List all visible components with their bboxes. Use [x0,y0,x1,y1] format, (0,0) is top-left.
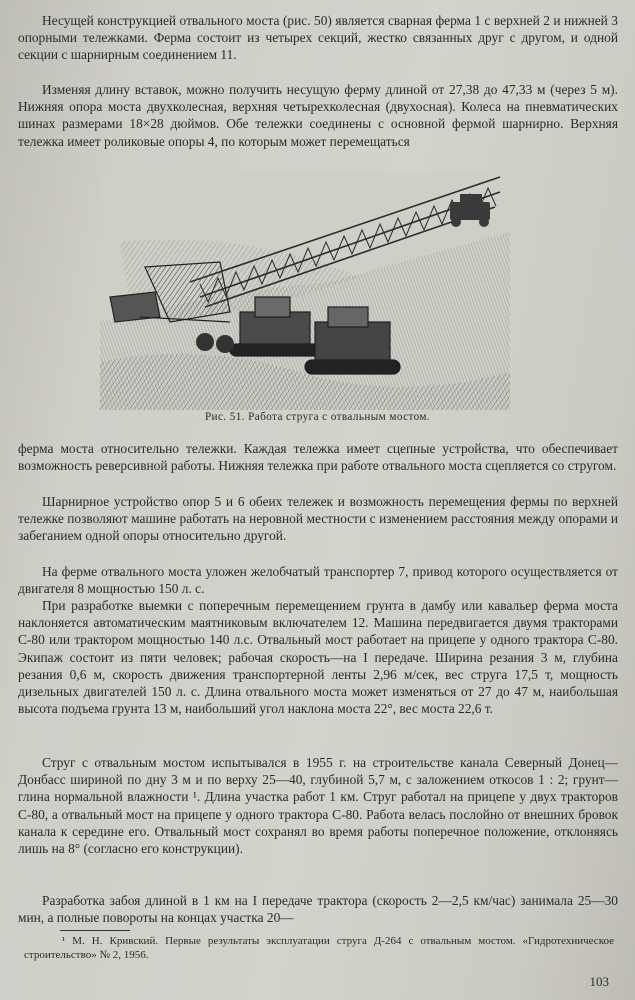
page-number: 103 [589,974,609,989]
figure-caption: Рис. 51. Работа струга с отвальным мостом. [204,411,431,423]
excavator-bridge-illustration [100,172,510,410]
figure-strug-bridge [100,172,510,410]
paragraph-3: ферма моста относительно тележки. Каждая тележка имеет сцепные устройства, что обеспечивает возможность реверсивной работы. Нижняя тележка при работе отвального моста сцепляется со стругом. [18,441,618,474]
paragraph-8: Разработка забоя длиной в 1 км на I передаче трактора (скорость 2—2,5 км/час) занимала 25—30 мин, а полные повороты на концах участка 20— [18,893,618,926]
paragraph-1: Несущей конструкцией отвального моста (рис. 50) является сварная ферма 1 с верхней 2 и нижней 3 опорными тележками. Ферма состоит из четырех секций, жестко связанных друг с другом, и одной секции с шарнирным соединением 11. [18,13,618,63]
paragraph-5: На ферме отвального моста уложен желобчатый транспортер 7, привод которого осуществляется от двигателя 8 мощностью 150 л. с. [18,564,618,597]
paragraph-7: Струг с отвальным мостом испытывался в 1955 г. на строительстве канала Северный Донец—Донбасс шириной по дну 3 м и по верху 25—40, глубиной 5,7 м, с заложением откосов 1 : 2; грунт—глина нормальной влажности ¹. Длина участка работ 1 км. Струг работал на прицепе у двух тракторов С-80, а отвальный мост на прицепе у одного трактора С-80. Работа велась послойно от внешних бровок канала к середине его. Отвальный мост сохранял во время работы поперечное положение, отклоняясь лишь на 8° (согласно его конструкции). [18,755,618,857]
paragraph-4: Шарнирное устройство опор 5 и 6 обеих тележек и возможность перемещения фермы по верхней тележке позволяют машине работать на неровной местности с изменением расстояния между опорами и забеганием одной опоры относительно другой. [18,494,618,544]
footnote-rule [60,930,130,931]
paragraph-6: При разработке выемки с поперечным перемещением грунта в дамбу или кавальер ферма моста наклоняется автоматическим маятниковым включателем 12. Машина передвигается двумя тракторами С-80 или трактором мощностью 140 л.с. Отвальный мост работает на прицепе у одного трактора С-80. Экипаж состоит из пяти человек; рабочая скорость—на I передаче. Ширина резания 3 м, глубина резания 0,6 м, скорость движения транспортерной ленты 2,96 м/сек, вес струга 17,5 т, мощность дизельных двигателей 150 л. с. Длина отвального моста может изменяться от 27 до 47 м, наибольшая высота подъема грунта 13 м, наибольший угол наклона моста 22°, вес моста 22,6 т. [18,598,618,717]
footnote: ¹ М. Н. Кривский. Первые результаты эксплуатации струга Д-264 с отвальным мостом. «Гидротехническое строительство» № 2, 1956. [24,935,614,961]
paragraph-2: Изменяя длину вставок, можно получить несущую ферму длиной от 27,38 до 47,33 м (через 5 м). Нижняя опора моста двухколесная, верхняя четырехколесная (двухосная). Колеса на пневматических шинах размерами 18×28 дюймов. Обе тележки соединены с основной фермой шарнирно. Верхняя тележка имеет роликовые опоры 4, по которым может перемещаться [18,82,618,149]
